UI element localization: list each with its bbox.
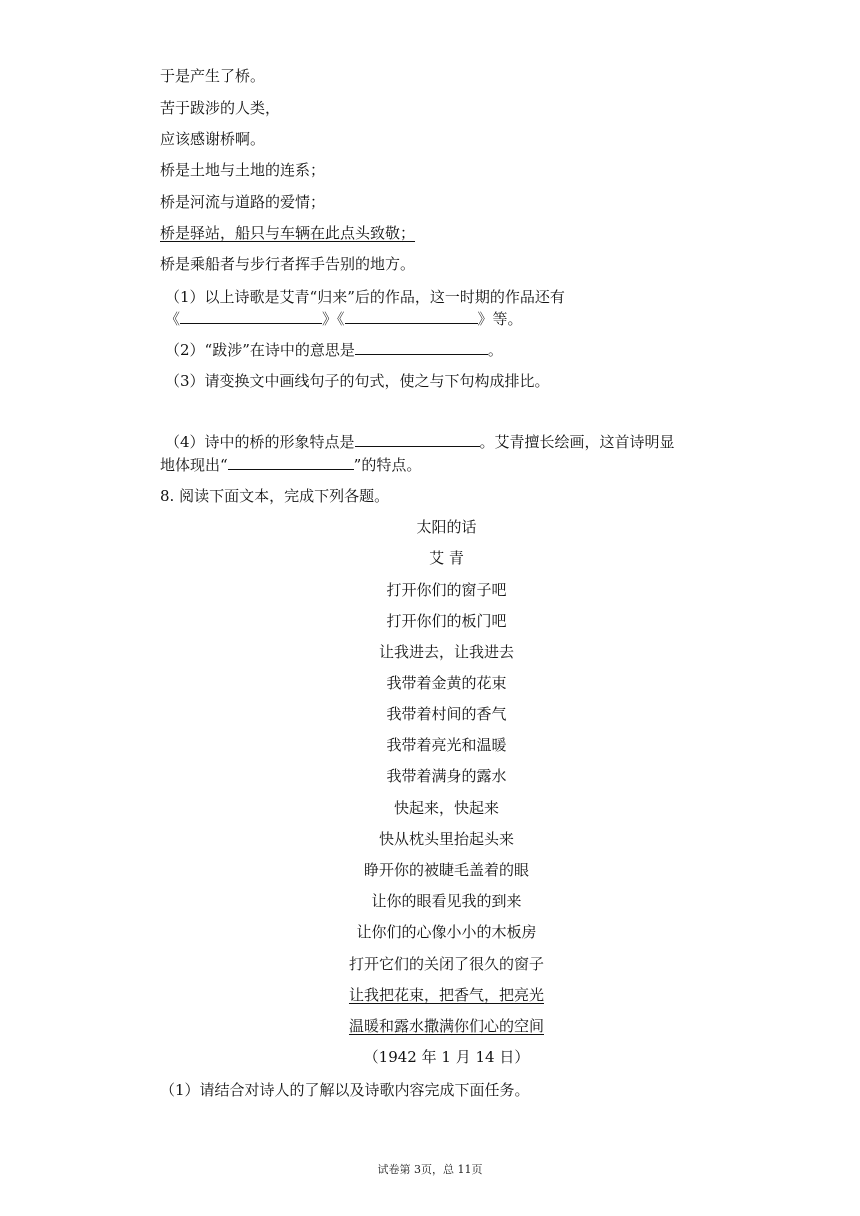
poem2-line-7: 我带着满身的露水 (386, 767, 507, 785)
answer-blank-5[interactable] (228, 455, 354, 470)
poem1-line-3: 应该感谢桥啊。 (160, 130, 266, 148)
poem2-line-13: 打开它们的关闭了很久的窗子 (348, 955, 544, 973)
q7-sub1-line2 (165, 309, 523, 329)
q8-intro: 8. 阅读下面文本，完成下列各题。 (160, 487, 390, 505)
q7-sub4-line2-suffix: ”的特点。 (353, 456, 422, 474)
poem2-line-14-underlined: 让我把花束，把香气，把亮光 (348, 986, 544, 1004)
q7-sub1-line1: （1）以上诗歌是艾青“归来”后的作品，这一时期的作品还有 (165, 288, 565, 306)
poem2-line-9: 快从枕头里抬起头来 (378, 830, 514, 848)
q7-sub2-prefix: （2）“跋涉”在诗中的意思是 (165, 341, 355, 359)
q7-sub4-prefix: （4）诗中的桥的形象特点是 (165, 433, 355, 451)
q8-sub1: （1）请结合对诗人的了解以及诗歌内容完成下面任务。 (160, 1081, 530, 1099)
poem2-line-8: 快起来，快起来 (393, 799, 499, 817)
q7-sub3: （3）请变换文中画线句子的句式，使之与下句构成排比。 (165, 372, 550, 390)
poem2-line-5: 我带着村间的香气 (386, 705, 507, 723)
poem2-line-10: 睁开你的被睫毛盖着的眼 (363, 861, 529, 879)
poem1-line-5: 桥是河流与道路的爱情； (160, 193, 326, 211)
poem2-line-12: 让你们的心像小小的木板房 (356, 923, 537, 941)
poem2-line-15-underlined: 温暖和露水撒满你们心的空间 (348, 1017, 544, 1035)
poem2-line-11: 让你的眼看见我的到来 (371, 892, 522, 910)
poem2-line-3: 让我进去，让我进去 (378, 643, 514, 661)
q7-sub4-line1 (165, 432, 675, 452)
poem2-line-4: 我带着金黄的花束 (386, 674, 507, 692)
poem2-line-2: 打开你们的板门吧 (386, 612, 507, 630)
poem1-line-1: 于是产生了桥。 (160, 67, 266, 85)
q7-sub4-line2-prefix: 地体现出“ (160, 456, 228, 474)
answer-blank-4[interactable] (355, 432, 480, 447)
answer-blank-1[interactable] (180, 309, 322, 324)
poem2-author: 艾 青 (429, 549, 464, 567)
answer-blank-2[interactable] (345, 309, 478, 324)
poem1-line-7: 桥是乘船者与步行者挥手告别的地方。 (160, 255, 416, 273)
q7-sub4-suffix: 。艾青擅长绘画，这首诗明显 (479, 433, 675, 451)
q7-sub2 (165, 340, 503, 360)
poem2-line-6: 我带着亮光和温暖 (386, 736, 507, 754)
poem2-line-1: 打开你们的窗子吧 (386, 581, 507, 599)
poem1-line-4: 桥是土地与土地的连系； (160, 161, 326, 179)
answer-blank-3[interactable] (355, 340, 488, 355)
q7-sub1-end: 》等。 (477, 310, 523, 328)
q7-sub2-suffix: 。 (487, 341, 503, 359)
poem1-line-2: 苦于跋涉的人类， (160, 99, 281, 117)
poem1-line-6-underlined: 桥是驿站，船只与车辆在此点头致敬； (160, 224, 416, 242)
q7-sub1-open: 《 (165, 310, 181, 328)
poem2-title: 太阳的话 (416, 518, 477, 536)
poem2-date: （1942 年 1 月 14 日） (363, 1048, 530, 1066)
q7-sub1-mid: 》《 (322, 310, 345, 328)
page-footer: 试卷第 3页，总 11页 (377, 1163, 483, 1176)
q7-sub4-line2 (160, 455, 421, 475)
